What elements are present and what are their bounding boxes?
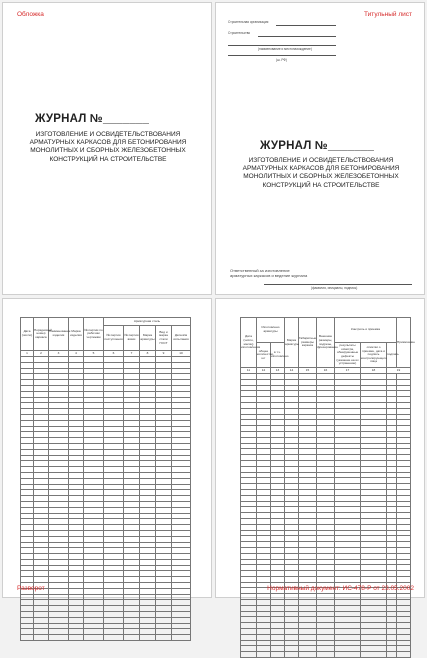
right-group-header-2: Контроль и приемка [335,318,397,343]
empty-cell [124,635,140,641]
left-col-number: 9 [156,351,172,357]
right-header-1: Дата (число, месяц) изготовления [241,318,257,368]
left-header-7: № партии вязки [124,326,140,351]
title-page-label: Титульный лист [363,11,412,18]
spread-label: Разворот [17,585,45,592]
right-col-number: 15 [299,368,317,374]
empty-cell [335,652,361,658]
empty-cell [84,635,104,641]
build-label: Строительство [228,31,251,35]
cover-page [2,2,212,295]
empty-cell [397,652,411,658]
right-col-number: 19 [387,368,411,374]
left-empty-row [21,635,191,641]
spread-right-page [215,298,425,598]
left-header-6: № партии поступления [104,326,124,351]
name-caption: (наименование и местонахождение) [258,47,312,51]
empty-cell [156,635,172,641]
empty-cell [172,635,191,641]
title-journal-subtitle: ИЗГОТОВЛЕНИЕ И ОСВИДЕТЕЛЬСТВОВАНИЯ АРМАТУРНЫХ КАРКАСОВ ДЛЯ БЕТОНИРОВАНИЯ МОНОЛИТНЫХ И СБОРНЫХ ЖЕЛЕЗОБЕТОННЫХ КОНСТРУКЦИЙ НА СТРОИТЕЛЬСТВЕ [242,157,400,189]
org-label: Строительная организация [228,20,269,24]
right-header-3: в т.ч. изготовлено [271,343,285,368]
no-caption: (ш. РФ) [276,58,287,62]
left-header-2: Порядковый номер каркаса [34,318,49,351]
blank-line-2 [228,55,336,56]
spread-left-page [2,298,212,598]
right-header-7: результаты осмотра, обнаруженные дефекты (указание на их устранение) [335,343,361,368]
empty-cell [34,635,49,641]
journal-table-right [240,317,415,658]
left-col-number: 5 [84,351,104,357]
cover-label: Обложка [17,11,44,18]
cover-journal-subtitle: ИЗГОТОВЛЕНИЕ И ОСВИДЕТЕЛЬСТВОВАНИЯ АРМАТУРНЫХ КАРКАСОВ ДЛЯ БЕТОНИРОВАНИЯ МОНОЛИТНЫХ И СБОРНЫХ ЖЕЛЕЗОБЕТОННЫХ КОНСТРУКЦИЙ НА СТРОИТЕЛЬСТВЕ [29,131,187,163]
right-col-number: 11 [241,368,257,374]
empty-cell [299,652,317,658]
build-line [258,36,336,37]
normative-label: Нормативный документ: ИС-478-Р от 23.05.2002 [267,585,414,592]
responsible-label: Ответственный за изготовление арматурных каркасов и ведение журнала [230,268,308,278]
empty-cell [140,635,156,641]
right-col-number: 18 [361,368,387,374]
left-header-3: Наименование изделия [49,318,69,351]
left-header-9: Вид и марка стали ГОСТ [156,326,172,351]
empty-cell [69,635,84,641]
left-header-10: Дата в/м испытания [172,326,191,351]
empty-cell [361,652,387,658]
empty-cell [21,635,34,641]
left-col-number: 1 [21,351,34,357]
empty-cell [49,635,69,641]
left-col-number: 7 [124,351,140,357]
left-col-number: 4 [69,351,84,357]
right-col-number: 14 [285,368,299,374]
left-header-8: Марка арматуры [140,326,156,351]
right-header-9: подпись [387,343,397,368]
empty-cell [257,652,271,658]
right-empty-row [241,652,411,658]
empty-cell [104,635,124,641]
left-col-number: 3 [49,351,69,357]
cover-journal-title: ЖУРНАЛ №_______ [35,113,150,125]
responsible-line [264,284,412,285]
right-header-4: Марка арматуры [285,318,299,368]
empty-cell [241,652,257,658]
empty-cell [285,652,299,658]
right-group-header-1: Изготовлено арматуры [257,318,285,343]
left-col-number: 2 [34,351,49,357]
left-header-1: Дата (число) [21,318,34,351]
right-header-5: Габаритные размеры каркаса [299,318,317,368]
left-col-number: 8 [140,351,156,357]
blank-line-1 [228,45,336,46]
sign-caption: (фамилия, инициалы, подпись) [311,286,358,290]
right-col-number: 12 [257,368,271,374]
right-header-2: общее количество, шт [257,343,271,368]
empty-cell [317,652,335,658]
left-group-header: Арматурная сталь [104,318,191,326]
right-col-number: 16 [317,368,335,374]
right-header-8: отметки о приемке, дата и подпись контролирующего лица [361,343,387,368]
org-line [276,25,336,26]
empty-cell [387,652,397,658]
left-col-number: 6 [104,351,124,357]
left-col-number: 10 [172,351,191,357]
left-header-5: № партии по рабочим чертежам [84,318,104,351]
journal-table-left [20,317,191,641]
right-header-10: Примечание [397,318,411,368]
title-page [215,2,425,295]
empty-cell [271,652,285,658]
right-col-number: 17 [335,368,361,374]
left-header-4: Марка изделия [69,318,84,351]
title-journal-title: ЖУРНАЛ №_______ [260,140,375,152]
right-header-6: Внешние размеры, подрезы, фрезерование [317,318,335,368]
right-col-number: 13 [271,368,285,374]
